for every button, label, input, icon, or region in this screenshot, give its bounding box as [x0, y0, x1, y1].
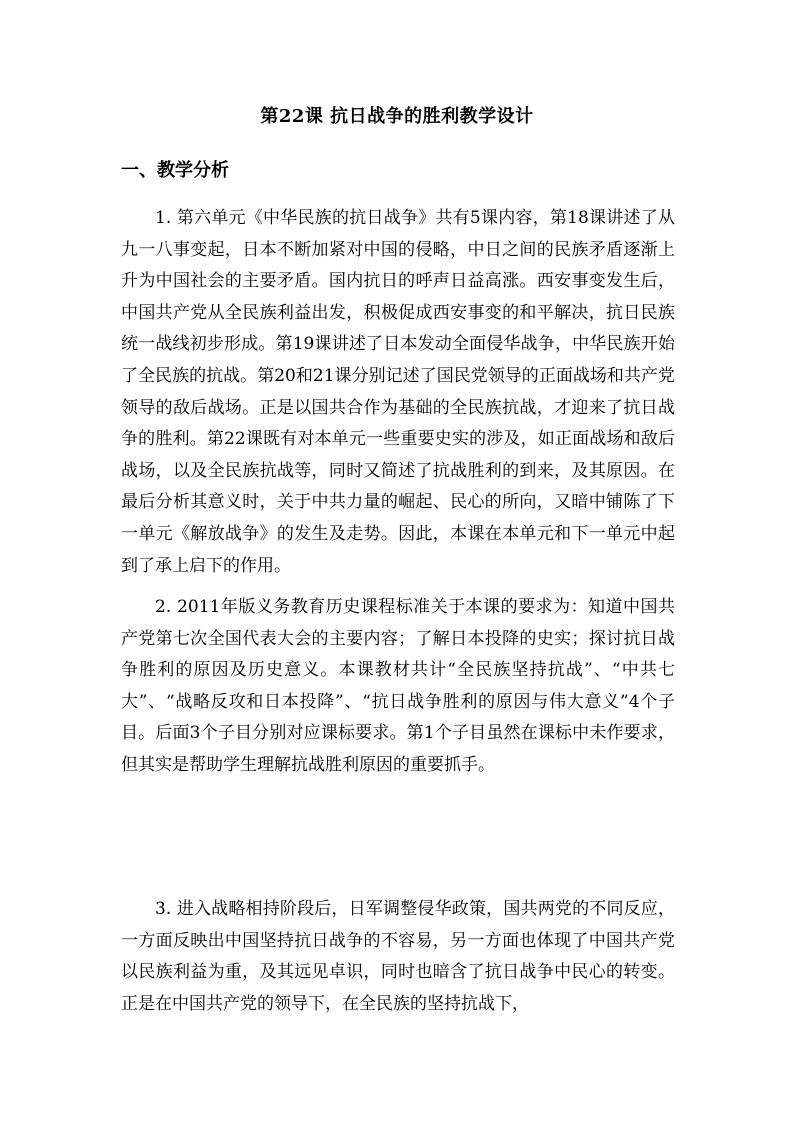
paragraph-1: 1. 第六单元《中华民族的抗日战争》共有5课内容，第18课讲述了从九一八事变起，日本不断加紧对中国的侵略，中日之间的民族矛盾逐渐上升为中国社会的主要矛盾。国内抗日的呼声日益高涨。西安事变发生后，中国共产党从全民族利益出发，积极促成西安事变的和平解决，抗日民族统一战线初步形成。第19课讲述了日本发动全面侵华战争，中华民族开始了全民族的抗战。第20和21课分别记述了国民党领导的正面战场和共产党领导的敌后战场。正是以国共合作为基础的全民族抗战，才迎来了抗日战争的胜利。第22课既有对本单元一些重要史实的涉及，如正面战场和敌后战场，以及全民族抗战等，同时又简述了抗战胜利的到来，及其原因。在最后分析其意义时，关于中共力量的崛起、民心的所向，又暗中铺陈了下一单元《解放战争》的发生及走势。因此，本课在本单元和下一单元中起到了承上启下的作用。	[121, 208, 675, 576]
section-heading: 一、教学分析	[121, 160, 229, 181]
document-title: 第22课 抗日战争的胜利教学设计	[260, 106, 534, 127]
paragraph-3: 3. 进入战略相持阶段后，日军调整侵华政策，国共两党的不同反应，一方面反映出中国坚持抗日战争的不容易，另一方面也体现了中国共产党以民族利益为重，及其远见卓识，同时也暗含了抗日战争中民心的转变。正是在中国共产党的领导下，在全民族的坚持抗战下，	[121, 899, 675, 1014]
paragraph-2: 2. 2011年版义务教育历史课程标准关于本课的要求为：知道中国共产党第七次全国代表大会的主要内容；了解日本投降的史实；探讨抗日战争胜利的原因及历史意义。本课教材共计“全民族坚持抗战”、“中共七大”、“战略反攻和日本投降”、“抗日战争胜利的原因与伟大意义”4个子目。后面3个子目分别对应课标要求。第1个子目虽然在课标中未作要求，但其实是帮助学生理解抗战胜利原因的重要抓手。	[121, 597, 675, 775]
